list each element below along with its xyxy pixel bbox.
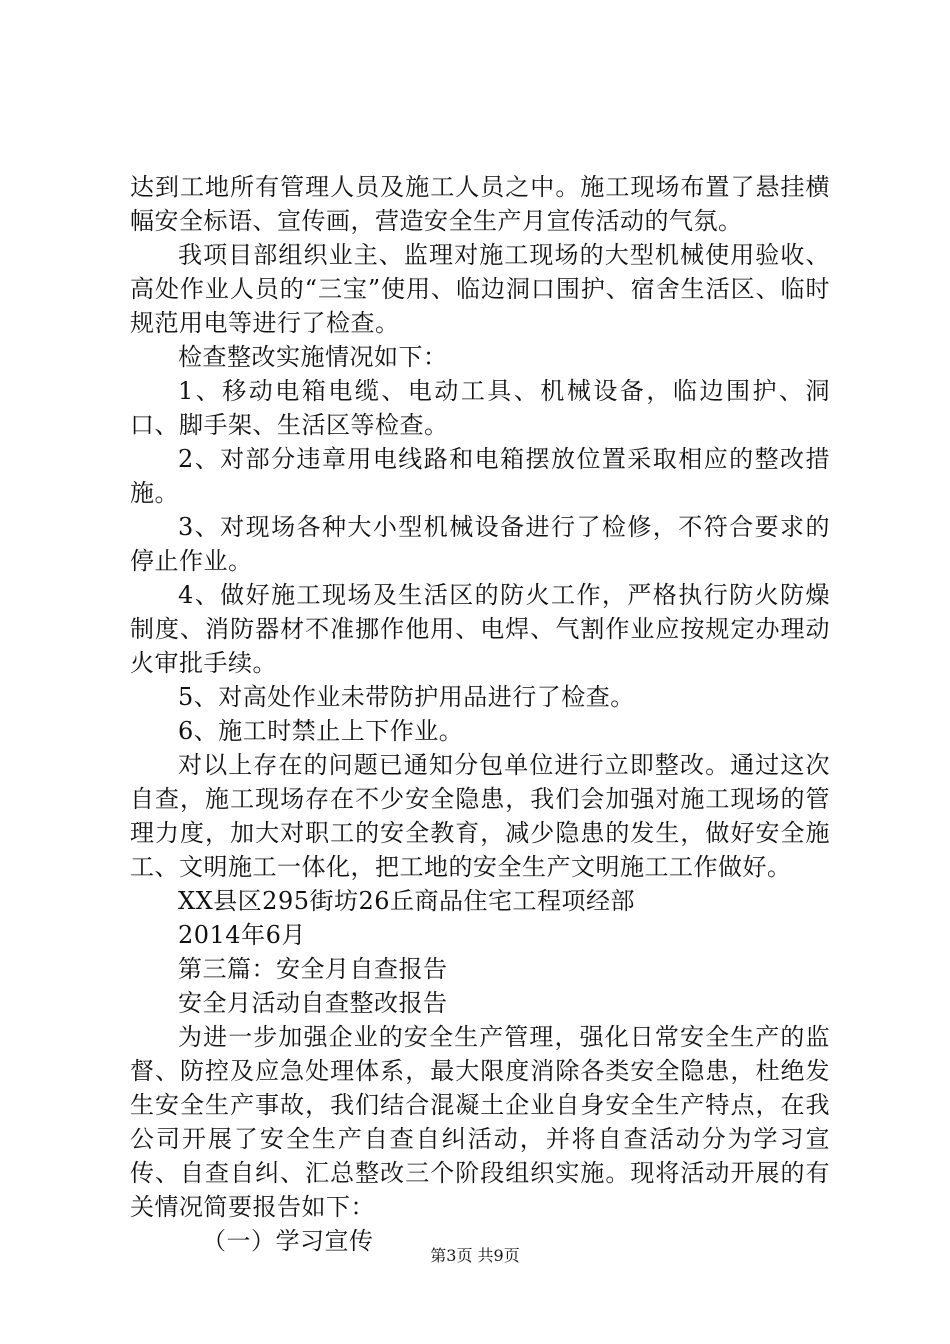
- section-heading: 第三篇：安全月自查报告: [178, 955, 448, 983]
- list-item-3: 3、对现场各种大小型机械设备进行了检修，不符合要求的停止作业。: [130, 513, 830, 575]
- page-footer: [0, 1245, 950, 1267]
- document-body: [130, 170, 830, 1258]
- report-title: 安全月活动自查整改报告: [178, 989, 448, 1017]
- signature-organization: XX县区295街坊26丘商品住宅工程项经部: [178, 887, 636, 915]
- paragraph-report-intro: 为进一步加强企业的安全生产管理，强化日常安全生产的监督、防控及应急处理体系，最大限度消除各类安全隐患，杜绝发生安全生产事故，我们结合混凝土企业自身安全生产特点，在我公司开展了安全生产自查自纠活动，并将自查活动分为学习宣传、自查自纠、汇总整改三个阶段组织实施。现将活动开展的有关情况简要报告如下：: [130, 1023, 830, 1221]
- paragraph-conclusion: 对以上存在的问题已通知分包单位进行立即整改。通过这次自查，施工现场存在不少安全隐患，我们会加强对施工现场的管理力度，加大对职工的安全教育，减少隐患的发生，做好安全施工、文明施工一体化，把工地的安全生产文明施工工作做好。: [130, 751, 830, 881]
- paragraph-rectification-intro: 检查整改实施情况如下：: [178, 343, 448, 371]
- page-number: 第3页 共9页: [430, 1246, 520, 1265]
- paragraph-inspection: 我项目部组织业主、监理对施工现场的大型机械使用验收、高处作业人员的“三宝”使用、临边洞口围护、宿舍生活区、临时规范用电等进行了检查。: [130, 241, 830, 337]
- list-item-5: 5、对高处作业未带防护用品进行了检查。: [178, 683, 635, 711]
- signature-date: 2014年6月: [178, 921, 306, 949]
- list-item-1: 1、移动电箱电缆、电动工具、机械设备，临边围护、洞口、脚手架、生活区等检查。: [130, 377, 830, 439]
- list-item-2: 2、对部分违章用电线路和电箱摆放位置采取相应的整改措施。: [130, 445, 830, 507]
- paragraph-continuation: 达到工地所有管理人员及施工人员之中。施工现场布置了悬挂横幅安全标语、宣传画，营造安全生产月宣传活动的气氛。: [130, 173, 830, 235]
- subsection-heading: （一）学习宣传: [202, 1227, 374, 1255]
- list-item-4: 4、做好施工现场及生活区的防火工作，严格执行防火防燥制度、消防器材不准挪作他用、电焊、气割作业应按规定办理动火审批手续。: [130, 581, 830, 677]
- list-item-6: 6、施工时禁止上下作业。: [178, 717, 464, 745]
